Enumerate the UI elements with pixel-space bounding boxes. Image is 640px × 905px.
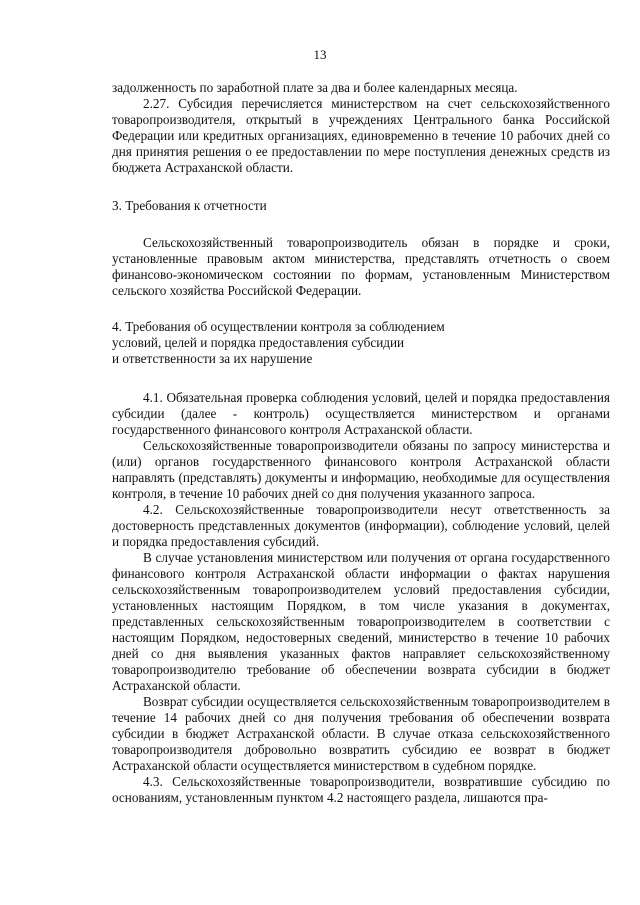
- paragraph-4-3: 4.3. Сельскохозяйственные товаропроизводители, возвратившие субсидию по основаниям, установленным пунктом 4.2 настоящего раздела, лишаются пра-: [112, 774, 610, 805]
- section-4-heading-line-2: условий, целей и порядка предоставления субсидии: [112, 335, 405, 350]
- document-body: [112, 80, 610, 806]
- paragraph-continuation: задолженность по заработной плате за два и более календарных месяца.: [112, 80, 518, 95]
- page-number: 13: [313, 47, 327, 62]
- paragraph-4-1-requests: Сельскохозяйственные товаропроизводители обязаны по запросу министерства и (или) органов государственного финансового контроля Астраханской области направлять (представлять) документы и информацию, необходимые для осуществления контроля, в течение 10 рабочих дней со дня получения указанного запроса.: [112, 438, 610, 501]
- paragraph-4-2: 4.2. Сельскохозяйственные товаропроизводители несут ответственность за достоверность представленных документов (информации), соблюдение условий, целей и порядка предоставления субсидий.: [112, 502, 610, 549]
- paragraph-4-2-refund: Возврат субсидии осуществляется сельскохозяйственным товаропроизводителем в течение 14 рабочих дней со дня получения требования об обеспечении возврата субсидии в бюджет Астраханской области. В случае отказа сельскохозяйственного товаропроизводителя добровольно возвратить субсидию ее возврат в бюджет Астраханской области осуществляется министерством в судебном порядке.: [112, 694, 610, 773]
- paragraph-4-1: 4.1. Обязательная проверка соблюдения условий, целей и порядка предоставления субсидии (далее - контроль) осуществляется министерством и органами государственного финансового контроля Астраханской области.: [112, 390, 610, 437]
- section-3-heading: 3. Требования к отчетности: [112, 198, 267, 213]
- section-4-heading-line-3: и ответственности за их нарушение: [112, 351, 313, 366]
- paragraph-2-27: 2.27. Субсидия перечисляется министерством на счет сельскохозяйственного товаропроизводителя, открытый в учреждениях Центрального банка Российской Федерации или кредитных организациях, единовременно в течение 10 рабочих дней со дня принятия решения о ее предоставлении по мере поступления денежных средств из бюджета Астраханской области.: [112, 96, 610, 175]
- paragraph-section-3: Сельскохозяйственный товаропроизводитель обязан в порядке и сроки, установленные правовым актом министерства, представлять отчетность о своем финансово-экономическом состоянии по формам, установленным Министерством сельского хозяйства Российской Федерации.: [112, 235, 610, 298]
- section-4-heading-line-1: 4. Требования об осуществлении контроля за соблюдением: [112, 319, 445, 334]
- paragraph-4-2-violations: В случае установления министерством или получения от органа государственного финансового контроля Астраханской области информации о фактах нарушения сельскохозяйственным товаропроизводителем условий предоставления субсидии, установленных настоящим Порядком, в том числе указания в документах, представленных сельскохозяйственным товаропроизводителем в соответствии с настоящим Порядком, недостоверных сведений, министерство в течение 10 рабочих дней со дня выявления указанных фактов направляет сельскохозяйственному товаропроизводителю требование об обеспечении возврата субсидии в бюджет Астраханской области.: [112, 550, 610, 693]
